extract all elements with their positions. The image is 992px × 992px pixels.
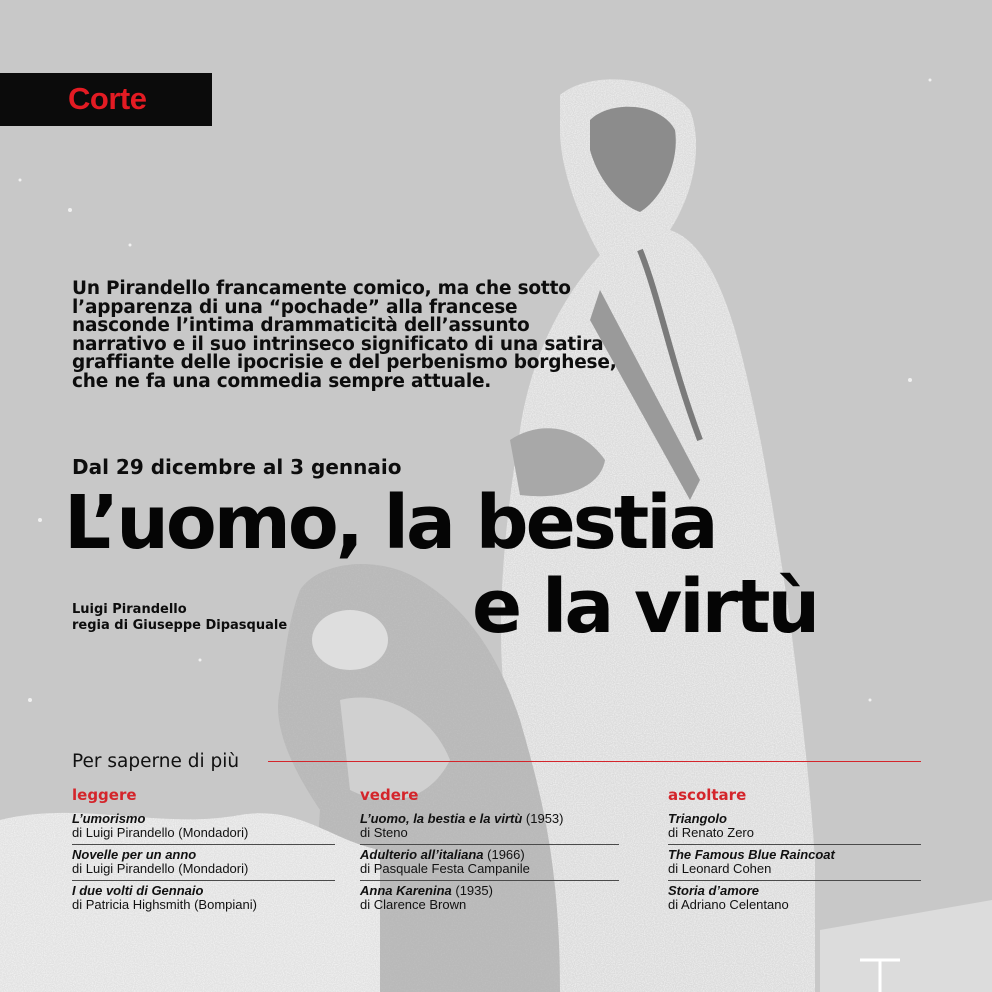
column-heading: vedere (360, 786, 419, 804)
list-item (72, 809, 335, 845)
item-title: Storia d’amore (668, 883, 760, 898)
item-author: di Clarence Brown (360, 897, 467, 912)
column-heading: ascoltare (668, 786, 747, 804)
item-year: (1935) (451, 883, 493, 898)
intro-line: narrativo e il suo intrinseco significato di una satira (72, 333, 604, 355)
intro-line: graffiante delle ipocrisie e del perbenismo borghese, (72, 352, 617, 373)
item-title: L’umorismo (72, 811, 146, 826)
item-title: Novelle per un anno (72, 847, 197, 862)
item-author: di Patricia Highsmith (Bompiani) (72, 897, 257, 912)
item-author: di Steno (360, 825, 408, 840)
list-item (668, 881, 921, 916)
item-author: di Luigi Pirandello (Mondadori) (72, 861, 249, 876)
item-author: di Luigi Pirandello (Mondadori) (72, 825, 249, 840)
intro-line: che ne fa una commedia sempre attuale. (72, 370, 492, 392)
item-author: di Pasquale Festa Campanile (360, 861, 530, 876)
intro-line: nasconde l’intima drammaticità dell’assunto (72, 315, 530, 336)
item-title: Triangolo (668, 811, 727, 826)
item-author: di Leonard Cohen (668, 861, 772, 876)
item-author: di Renato Zero (668, 825, 754, 840)
list-item (360, 845, 619, 881)
divider (268, 761, 921, 762)
list-item (360, 809, 619, 845)
title-line-1: L’uomo, la bestia (64, 480, 716, 566)
item-title: L’uomo, la bestia e la virtù (360, 811, 523, 826)
column-read (72, 785, 335, 916)
list-item (360, 881, 619, 916)
item-title: I due volti di Gennaio (72, 883, 204, 898)
intro-paragraph (72, 280, 712, 391)
title-line-2: e la virtù (472, 564, 818, 650)
item-year: (1966) (483, 847, 525, 862)
item-title: Adulterio all’italiana (360, 847, 484, 862)
intro-line: Un Pirandello francamente comico, ma che sotto (72, 278, 571, 299)
list-item (72, 845, 335, 881)
list-item (668, 845, 921, 881)
credits (72, 602, 287, 634)
item-author: di Adriano Celentano (668, 897, 789, 912)
column-heading: leggere (72, 786, 137, 804)
item-year: (1953) (522, 811, 564, 826)
column-watch (360, 785, 619, 916)
item-title: Anna Karenina (360, 883, 452, 898)
director: regia di Giuseppe Dipasquale (72, 618, 288, 633)
column-listen (668, 785, 921, 916)
section-label: Corte (68, 81, 147, 116)
event-dates: Dal 29 dicembre al 3 gennaio (72, 455, 402, 479)
list-item (668, 809, 921, 845)
more-heading: Per saperne di più (72, 751, 240, 772)
section-tag (0, 73, 212, 126)
intro-line: l’apparenza di una “pochade” alla francese (72, 296, 518, 318)
author: Luigi Pirandello (72, 602, 187, 617)
list-item (72, 881, 335, 916)
item-title: The Famous Blue Raincoat (668, 847, 835, 862)
